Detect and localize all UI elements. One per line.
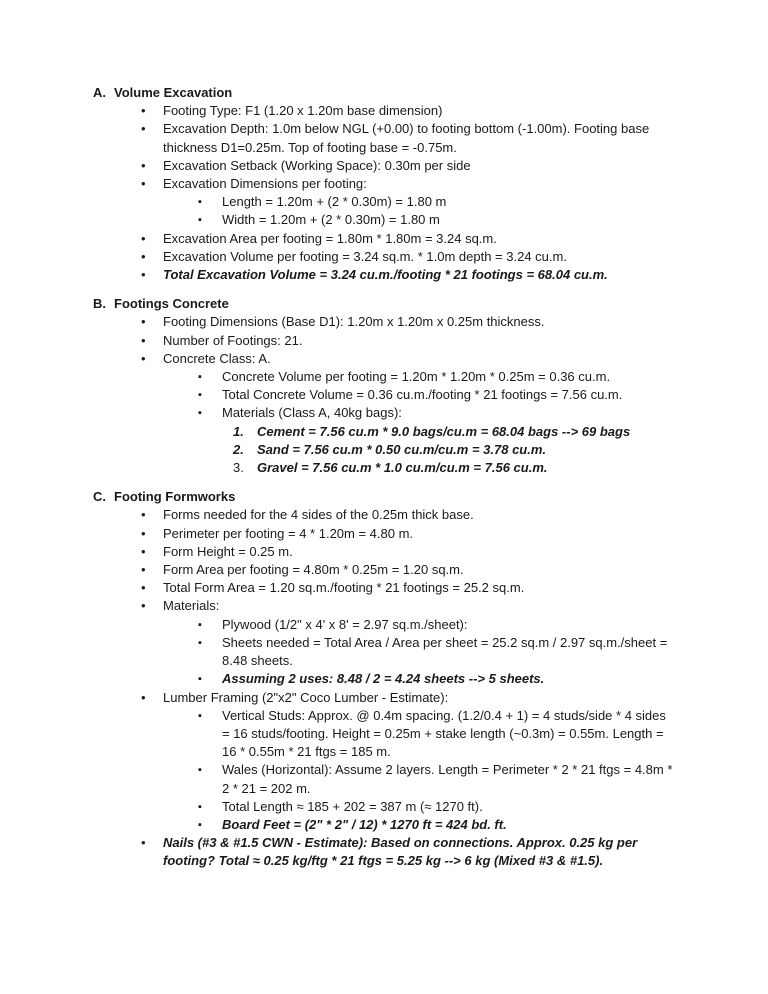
list-item	[93, 834, 676, 870]
list-item	[93, 157, 676, 175]
bullet-icon: •	[141, 121, 146, 137]
list-item	[93, 816, 676, 834]
square-bullet-icon: ▪	[198, 764, 202, 777]
bullet-icon: •	[141, 507, 146, 523]
bullet-icon: •	[141, 689, 146, 705]
list-item	[93, 368, 676, 386]
square-bullet-icon: ▪	[198, 214, 202, 227]
list-item	[93, 211, 676, 229]
section-heading	[93, 84, 676, 102]
item-text: Excavation Area per footing = 1.80m * 1.80m = 3.24 sq.m.	[163, 230, 497, 246]
section-title: Footing Formworks	[114, 489, 236, 505]
item-text: Excavation Depth: 1.0m below NGL (+0.00) to footing bottom (-1.00m). Footing base thickness D1=0.25m. Top of footing base = -0.75m.	[163, 121, 650, 155]
item-text: Footing Dimensions (Base D1): 1.20m x 1.20m x 0.25m thickness.	[163, 314, 545, 330]
list-item	[93, 175, 676, 193]
square-bullet-icon: ▪	[198, 636, 202, 649]
bullet-icon: •	[141, 230, 146, 246]
item-text: Excavation Setback (Working Space): 0.30m per side	[163, 157, 471, 173]
bullet-icon: •	[141, 267, 146, 283]
item-text: Total Excavation Volume = 3.24 cu.m./footing * 21 footings = 68.04 cu.m.	[163, 267, 608, 283]
item-text: Wales (Horizontal): Assume 2 layers. Length = Perimeter * 2 * 21 ftgs = 4.8m * 2 * 21 = 202 m.	[222, 762, 673, 796]
square-bullet-icon: ▪	[198, 618, 202, 631]
list-item	[93, 441, 676, 459]
square-bullet-icon: ▪	[198, 709, 202, 722]
item-text: Concrete Volume per footing = 1.20m * 1.20m * 0.25m = 0.36 cu.m.	[222, 369, 611, 385]
item-text: Total Length ≈ 185 + 202 = 387 m (≈ 1270 ft).	[222, 798, 483, 814]
item-text: Board Feet = (2" * 2" / 12) * 1270 ft = 424 bd. ft.	[222, 816, 507, 832]
list-item	[93, 266, 676, 284]
list-item	[93, 230, 676, 248]
item-text: Form Height = 0.25 m.	[163, 543, 293, 559]
bullet-icon: •	[141, 562, 146, 578]
square-bullet-icon: ▪	[198, 389, 202, 402]
bullet-icon: •	[141, 543, 146, 559]
bullet-icon: •	[141, 580, 146, 596]
item-text: Forms needed for the 4 sides of the 0.25m thick base.	[163, 507, 474, 523]
list-item	[93, 423, 676, 441]
list-item	[93, 404, 676, 422]
list-item	[93, 798, 676, 816]
item-number: 3.	[233, 460, 244, 476]
section-letter: C.	[93, 489, 106, 505]
item-text: Total Form Area = 1.20 sq.m./footing * 21 footings = 25.2 sq.m.	[163, 580, 525, 596]
item-text: Gravel = 7.56 cu.m * 1.0 cu.m/cu.m = 7.56 cu.m.	[257, 460, 548, 476]
section-title: Volume Excavation	[114, 85, 233, 100]
item-number: 2.	[233, 441, 244, 457]
item-text: Vertical Studs: Approx. @ 0.4m spacing. (1.2/0.4 + 1) = 4 studs/side * 4 sides = 16 studs/footing. Height = 0.25m + stake length (~0.3m) = 0.55m. Length = 16 * 0.55m * 21 ftgs = 185 m.	[222, 707, 666, 760]
list-item	[93, 689, 676, 707]
bullet-icon: •	[141, 176, 146, 192]
list-item	[93, 350, 676, 368]
item-text: Concrete Class: A.	[163, 350, 271, 366]
list-item	[93, 579, 676, 597]
square-bullet-icon: ▪	[198, 800, 202, 813]
item-text: Sheets needed = Total Area / Area per sheet = 25.2 sq.m / 2.97 sq.m./sheet = 8.48 sheets.	[222, 634, 668, 669]
item-text: Perimeter per footing = 4 * 1.20m = 4.80 m.	[163, 525, 414, 541]
item-text: Number of Footings: 21.	[163, 332, 303, 348]
item-text: Total Concrete Volume = 0.36 cu.m./footing * 21 footings = 7.56 cu.m.	[222, 387, 623, 403]
bullet-icon: •	[141, 157, 146, 173]
section-letter: B.	[93, 296, 106, 312]
square-bullet-icon: ▪	[198, 818, 202, 831]
item-text: Length = 1.20m + (2 * 0.30m) = 1.80 m	[222, 194, 447, 210]
list-item	[93, 707, 676, 762]
list-item	[93, 459, 676, 477]
item-text: Materials (Class A, 40kg bags):	[222, 405, 402, 421]
bullet-icon: •	[141, 103, 146, 119]
list-item	[93, 761, 676, 797]
item-text: Form Area per footing = 4.80m * 0.25m = 1.20 sq.m.	[163, 562, 464, 578]
list-item	[93, 248, 676, 266]
section-heading	[93, 295, 676, 313]
item-text: Materials:	[163, 598, 220, 614]
list-item	[93, 193, 676, 211]
list-item	[93, 616, 676, 634]
item-text: Lumber Framing (2"x2" Coco Lumber - Estimate):	[163, 689, 449, 705]
bullet-icon: •	[141, 332, 146, 348]
bullet-icon: •	[141, 525, 146, 541]
item-text: Width = 1.20m + (2 * 0.30m) = 1.80 m	[222, 212, 440, 228]
bullet-icon: •	[141, 314, 146, 330]
bullet-icon: •	[141, 598, 146, 614]
list-item	[93, 543, 676, 561]
item-number: 1.	[233, 423, 244, 439]
item-text: Excavation Dimensions per footing:	[163, 176, 367, 192]
list-item	[93, 332, 676, 350]
square-bullet-icon: ▪	[198, 407, 202, 420]
section-heading	[93, 488, 676, 506]
square-bullet-icon: ▪	[198, 196, 202, 209]
item-text: Assuming 2 uses: 8.48 / 2 = 4.24 sheets --> 5 sheets.	[222, 671, 545, 687]
list-item	[93, 597, 676, 615]
list-item	[93, 670, 676, 688]
list-item	[93, 120, 676, 156]
section-letter: A.	[93, 85, 106, 100]
bullet-icon: •	[141, 835, 146, 851]
item-text: Nails (#3 & #1.5 CWN - Estimate): Based on connections. Approx. 0.25 kg per footing? Total ≈ 0.25 kg/ftg * 21 ftgs = 5.25 kg --> 6 kg (Mixed #3 & #1.5).	[163, 835, 638, 869]
bullet-icon: •	[141, 248, 146, 264]
list-item	[93, 506, 676, 524]
item-text: Sand = 7.56 cu.m * 0.50 cu.m/cu.m = 3.78 cu.m.	[257, 441, 547, 457]
square-bullet-icon: ▪	[198, 371, 202, 384]
list-item	[93, 525, 676, 543]
item-text: Plywood (1/2" x 4' x 8' = 2.97 sq.m./sheet):	[222, 616, 468, 632]
item-text: Cement = 7.56 cu.m * 9.0 bags/cu.m = 68.04 bags --> 69 bags	[257, 423, 631, 439]
bullet-icon: •	[141, 350, 146, 366]
list-item	[93, 386, 676, 404]
list-item	[93, 102, 676, 120]
item-text: Footing Type: F1 (1.20 x 1.20m base dimension)	[163, 103, 443, 119]
list-item	[93, 561, 676, 579]
section-title: Footings Concrete	[114, 296, 229, 312]
item-text: Excavation Volume per footing = 3.24 sq.m. * 1.0m depth = 3.24 cu.m.	[163, 248, 567, 264]
list-item	[93, 634, 676, 670]
square-bullet-icon: ▪	[198, 673, 202, 686]
list-item	[93, 313, 676, 331]
